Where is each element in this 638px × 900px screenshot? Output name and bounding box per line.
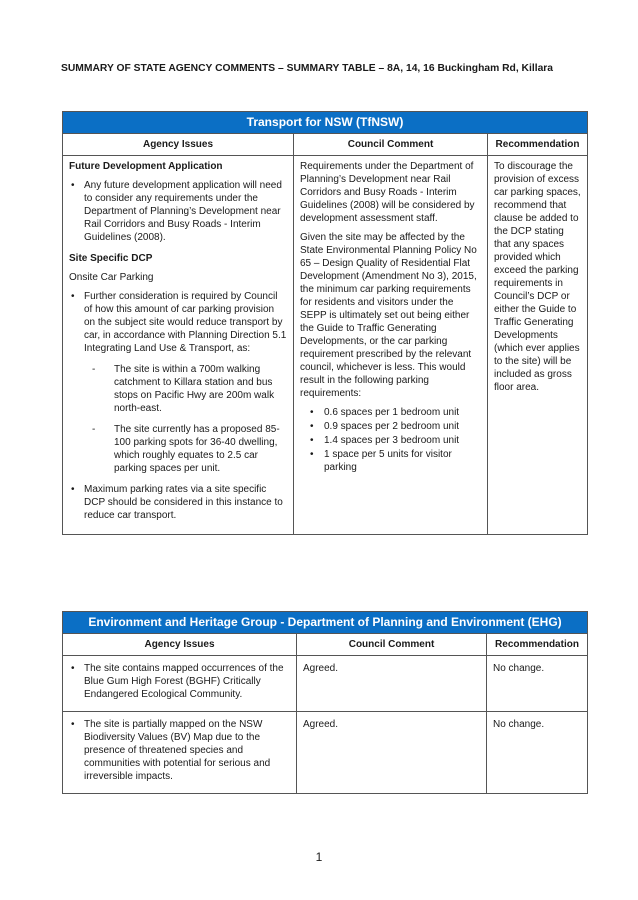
issue-heading-site-dcp: Site Specific DCP [69, 253, 153, 264]
header-recommendation: Recommendation [487, 634, 588, 656]
list-item: - The site is within a 700m walking catchment to Killara station and bus stops on Pacific Hwy are 200m walk north-east. [114, 363, 287, 415]
council-comment-cell [294, 156, 488, 535]
list-item: • The site is partially mapped on the NSW Biodiversity Values (BV) Map due to the presence of threatened species and communities with potential for serious and irreversible impacts. [84, 718, 290, 783]
list-item: • 1 space per 5 units for visitor parking [324, 448, 481, 474]
agency-band-tfnsw: Transport for NSW (TfNSW) [63, 112, 588, 134]
list-item-text: Further consideration is required by Council of how this amount of car parking provision on the subject site would reduce transport by car, in accordance with Planning Direction 5.1 Integrating Land Use & Transport, as: [84, 291, 287, 354]
list-item: - The site currently has a proposed 85-100 parking spots for 36-40 dwelling, which roughly equates to 2.5 car parking spaces per unit. [114, 423, 287, 475]
header-agency-issues: Agency Issues [63, 634, 297, 656]
agency-issues-cell [63, 156, 294, 535]
issue-heading-future-da: Future Development Application [69, 161, 223, 172]
agency-band-ehg: Environment and Heritage Group - Department of Planning and Environment (EHG) [63, 612, 588, 634]
agency-issues-cell [63, 712, 297, 794]
list-item: • 0.9 spaces per 2 bedroom unit [324, 420, 481, 433]
comment-paragraph: Given the site may be affected by the State Environmental Planning Policy No 65 – Design Quality of Residential Flat Development (Amendment No 3), 2015, the minimum car parking requirements for residents and visitors under the SEPP is ultimately set out being either the Guide to Traffic Generating Developments, or the car parking requirement prescribed by the relevant council, whichever is less. This would result in the following parking requirements: [300, 232, 477, 399]
header-recommendation: Recommendation [488, 134, 588, 156]
page-number: 1 [315, 850, 323, 864]
recommendation-cell: No change. [487, 656, 588, 712]
list-item: • Any future development application will need to consider any requirements under the Department of Planning’s Development near Rail Corridors and Busy Roads - Interim Guidelines (2008). [84, 179, 287, 244]
header-agency-issues: Agency Issues [63, 134, 294, 156]
page-title: SUMMARY OF STATE AGENCY COMMENTS – SUMMARY TABLE – 8A, 14, 16 Buckingham Rd, Killara [61, 63, 554, 74]
agency-issues-cell [63, 656, 297, 712]
list-item: • Maximum parking rates via a site specific DCP should be considered in this instance to reduce car transport. [84, 483, 287, 522]
table-row [63, 656, 588, 712]
recommendation-text: To discourage the provision of excess car parking spaces, recommend that clause be added to the DCP stating that any spaces provided which exceed the parking requirements in Council’s DCP or either the Guide to Traffic Generating Developments (which ever applies to the site) will be included as gross floor area. [494, 161, 581, 393]
table-row [63, 712, 588, 794]
comment-paragraph: Requirements under the Department of Planning’s Development near Rail Corridors and Busy Roads - Interim Guidelines (2008) will be considered by development assessment staff. [300, 161, 475, 224]
council-comment-cell: Agreed. [297, 712, 487, 794]
list-item [84, 290, 287, 475]
list-item: • 0.6 spaces per 1 bedroom unit [324, 406, 481, 419]
recommendation-cell [488, 156, 588, 535]
header-council-comment: Council Comment [294, 134, 488, 156]
header-council-comment: Council Comment [297, 634, 487, 656]
issue-subheading-parking: Onsite Car Parking [69, 272, 154, 283]
list-item: • 1.4 spaces per 3 bedroom unit [324, 434, 481, 447]
tfnsw-table [62, 111, 588, 535]
list-item: • The site contains mapped occurrences of the Blue Gum High Forest (BGHF) Critically Endangered Ecological Community. [84, 662, 290, 701]
ehg-table [62, 611, 588, 794]
council-comment-cell: Agreed. [297, 656, 487, 712]
recommendation-cell: No change. [487, 712, 588, 794]
table-row [63, 156, 588, 535]
